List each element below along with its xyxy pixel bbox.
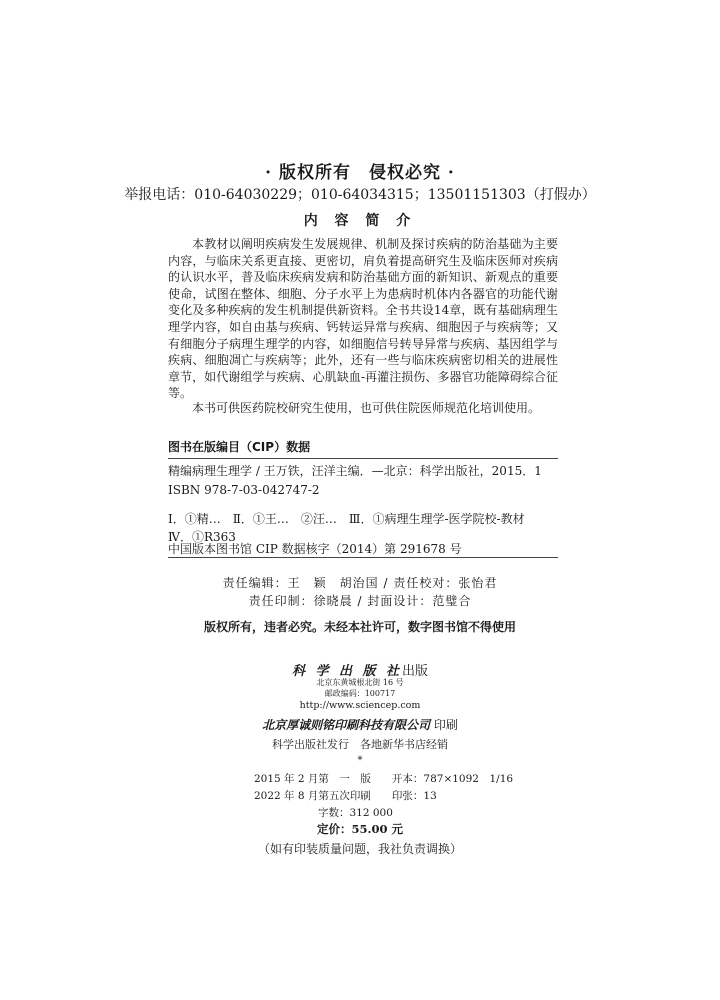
printer-suffix: 印刷 (433, 718, 458, 732)
publisher-suffix: 出版 (402, 664, 429, 679)
edition-info: 2015 年 2 月第 一 版 开本：787×1092 1/16 (254, 773, 514, 785)
intro-text-1: 本教材以阐明疾病发生发展规律、机制及探讨疾病的防治基础为主要内容，与临床关系更直接、更密切，肩负着提高研究生及临床医师对疾病的认识水平，普及临床疾病发病和防治基础方面的新知识、新观点的重要使命，试图在整体、细胞、分子水平上为患病时机体内各器官的功能代谢变化及多种疾病的发生机制提供新资料。全书共设14章，既有基础病理生理学内容，如自由基与疾病、钙转运异常与疾病、细胞因子与疾病等；又有细胞分子病理生理学的内容，如细胞信号转导异常与疾病、基因组学与疾病、细胞凋亡与疾病等；此外，还有一些与临床疾病密切相关的进展性章节，如代谢组学与疾病、心肌缺血-再灌注损伤、多器官功能障碍综合征等。 (168, 237, 558, 401)
cip-title-line: 精编病理生理学 / 王万铁，汪洋主编．—北京：科学出版社，2015．1 (168, 464, 542, 478)
report-hotline: 举报电话：010-64030229；010-64034315；13501151303（打假办） (124, 187, 596, 203)
cip-isbn: ISBN 978-7-03-042747-2 (168, 483, 320, 497)
word-count: 字数：312 000 (318, 807, 393, 819)
intro-paragraph-2 (168, 400, 558, 417)
quality-note: （如有印装质量问题，我社负责调换） (257, 842, 462, 856)
publisher-address: 北京东黄城根北街 16 号 (316, 678, 404, 687)
cip-title: 图书在版编目（CIP）数据 (168, 440, 311, 454)
distribution-line: 科学出版社发行 各地新华书店经销 (272, 738, 448, 751)
publisher-url: http://www.sciencep.com (299, 700, 421, 711)
rights-statement: 版权所有，违者必究。未经本社许可，数字图书馆不得使用 (203, 620, 516, 634)
cip-classification: Ⅰ．①精… Ⅱ．①王… ②汪… Ⅲ．①病理生理学-医学院校-教材 (168, 512, 525, 526)
publisher-zipcode: 邮政编码：100717 (324, 689, 396, 698)
staff-editors: 责任编辑：王 颖 胡治国 / 责任校对：张怡君 (222, 576, 498, 590)
cip-top-rule (168, 458, 558, 459)
cip-classification-2: Ⅳ．①R363 (168, 530, 236, 544)
copyright-notice: · 版权所有 侵权必究 · (265, 163, 455, 183)
printer-line (0, 716, 720, 733)
separator-star: * (357, 755, 363, 766)
price: 定价：55.00 元 (316, 822, 403, 836)
intro-title: 内 容 简 介 (303, 213, 417, 229)
publisher-name: 科 学 出 版 社 (291, 664, 403, 679)
cip-bottom-rule (168, 557, 558, 558)
printing-info: 2022 年 8 月第五次印刷 印张：13 (254, 790, 437, 802)
cip-record-number: 中国版本图书馆 CIP 数据核字（2014）第 291678 号 (168, 542, 462, 556)
intro-text-2: 本书可供医药院校研究生使用，也可供住院医师规范化培训使用。 (192, 401, 541, 415)
intro-paragraph-1 (168, 236, 558, 402)
printer-name: 北京厚诚则铭印刷科技有限公司 (262, 718, 431, 732)
staff-production: 责任印制：徐晓晨 / 封面设计：范璧合 (248, 594, 472, 608)
